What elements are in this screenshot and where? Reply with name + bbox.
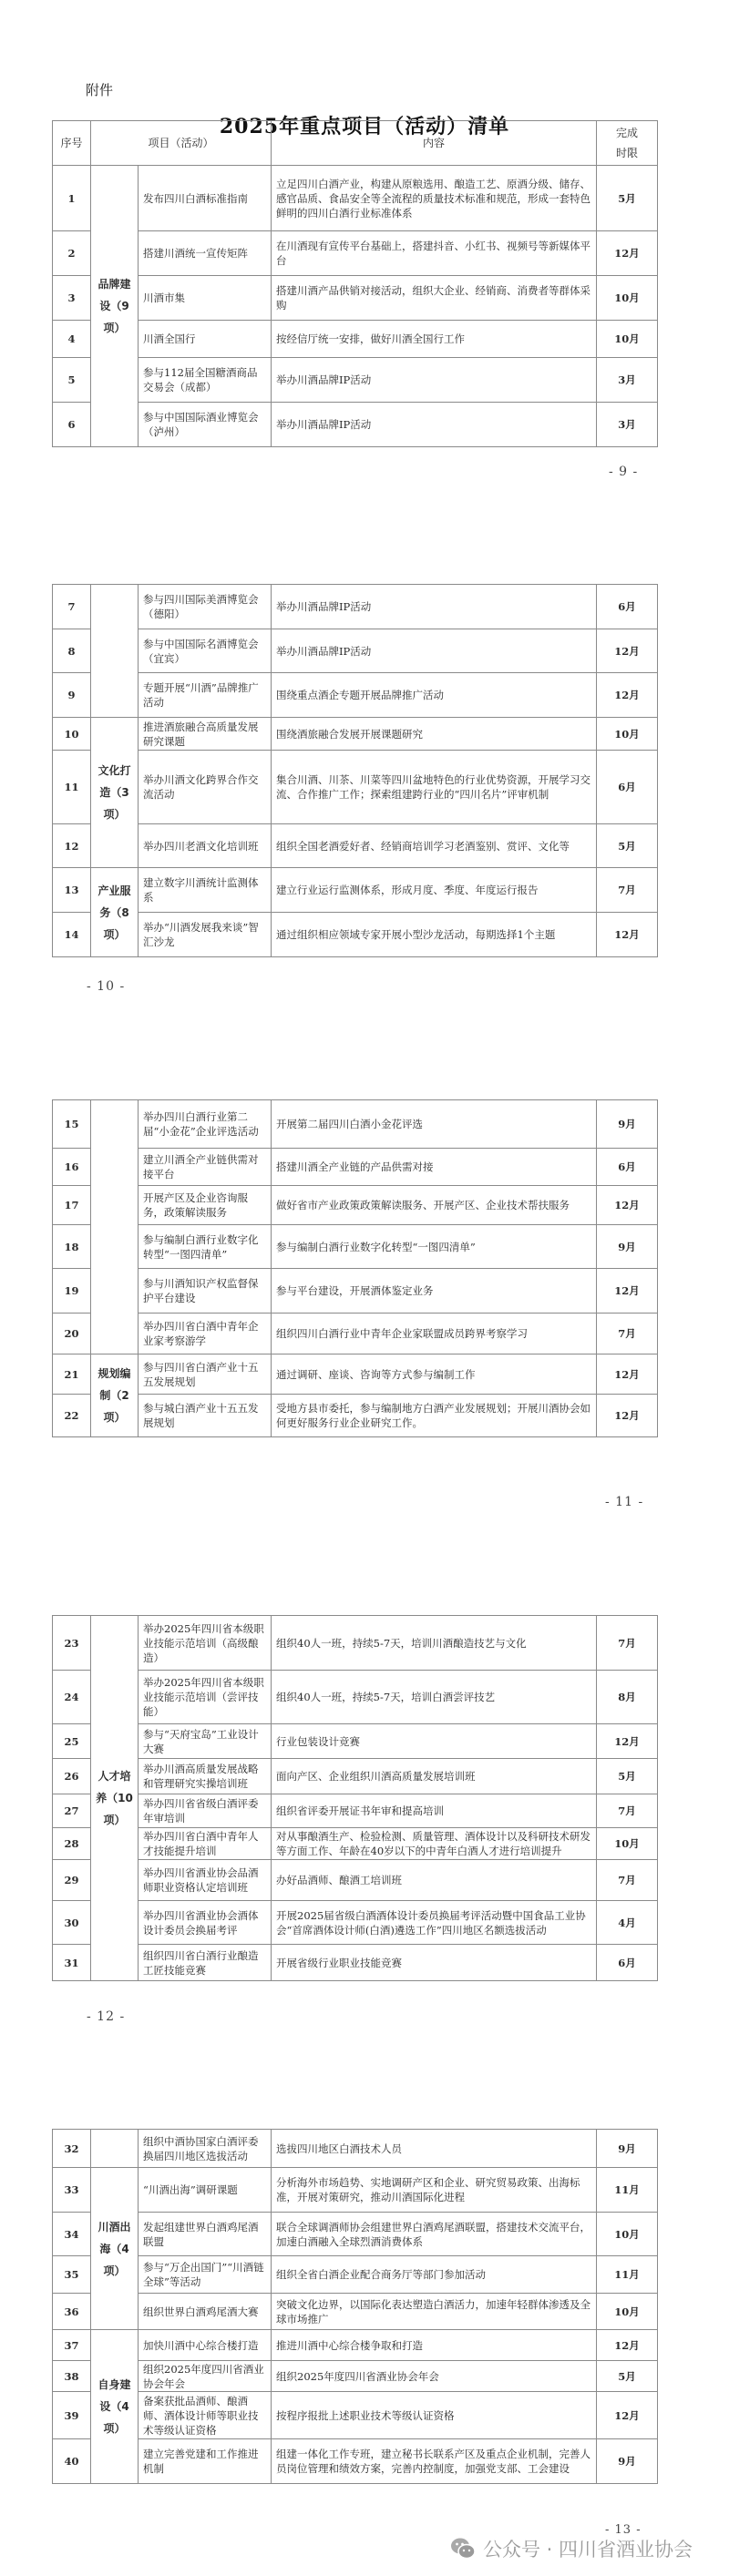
page-number: - 9 - [609, 465, 639, 479]
page-number: - 11 - [605, 1495, 644, 1509]
projects-table-page-4 [52, 1615, 658, 1981]
header-deadline: 完成 时限 [597, 121, 658, 166]
category-cell: 文化打造（3项） [91, 718, 139, 868]
table-row: 24 举办2025年四川省本级职业技能示范培训（尝评技能） 组织40人一班，持续5-7天，培训白酒尝评技艺 8月 [53, 1671, 658, 1724]
page-number: - 12 - [87, 2009, 126, 2024]
table-row: 10 文化打造（3项） 推进酒旅融合高质量发展研究课题 围绕酒旅融合发展开展课题研究 10月 [53, 718, 658, 751]
table-row: 38 组织2025年度四川省酒业协会年会 组织2025年度四川省酒业协会年会 5月 [53, 2361, 658, 2392]
table-row: 13 产业服务（8项） 建立数字川酒统计监测体系 建立行业运行监测体系，形成月度、季度、年度运行报告 7月 [53, 868, 658, 913]
header-item: 项目（活动） [91, 121, 272, 166]
category-cell: 规划编制（2项） [91, 1354, 139, 1437]
table-row: 14 举办“川酒发展我来谈”智汇沙龙 通过组织相应领域专家开展小型沙龙活动，每期选择1个主题 12月 [53, 913, 658, 957]
table-row: 23 人才培养（10项） 举办2025年四川省本级职业技能示范培训（高级酿造） 组织40人一班，持续5-7天，培训川酒酿造技艺与文化 7月 [53, 1616, 658, 1671]
category-cell: 人才培养（10项） [91, 1616, 139, 1981]
table-row: 5 参与112届全国糖酒商品交易会（成都） 举办川酒品牌IP活动 3月 [53, 358, 658, 403]
table-row: 28 举办四川省白酒中青年人才技能提升培训 对从事酿酒生产、检验检测、质量管理、酒体设计以及科研技术研发等方面工作、年龄在40岁以下的中青年白酒人才进行培训提升 10月 [53, 1828, 658, 1860]
attachment-label: 附件 [86, 82, 114, 98]
table-row: 21 规划编制（2项） 参与四川省白酒产业十五五发展规划 通过调研、座谈、咨询等方式参与编制工作 12月 [53, 1354, 658, 1395]
projects-table-page-3 [52, 1099, 658, 1437]
table-row: 25 参与“天府宝岛”工业设计大赛 行业包装设计竞赛 12月 [53, 1724, 658, 1759]
table-header [53, 121, 658, 166]
table-row: 40 建立完善党建和工作推进机制 组建一体化工作专班，建立秘书长联系产区及重点企业机制，完善人员岗位管理和绩效方案，完善内控制度，加强党支部、工会建设 9月 [53, 2439, 658, 2484]
table-row: 15 举办四川白酒行业第二届“小金花”企业评选活动 开展第二届四川白酒小金花评选 9月 [53, 1100, 658, 1149]
projects-table-page-5 [52, 2129, 658, 2484]
table-row: 19 参与川酒知识产权监督保护平台建设 参与平台建设，开展酒体鉴定业务 12月 [53, 1269, 658, 1314]
table-row: 32 组织中酒协国家白酒评委换届四川地区选拔活动 选拔四川地区白酒技术人员 9月 [53, 2130, 658, 2168]
category-cell: 川酒出海（4项） [91, 2168, 139, 2330]
table-row: 37 自身建设（4项） 加快川酒中心综合楼打造 推进川酒中心综合楼争取和打造 12月 [53, 2330, 658, 2361]
table-row: 33 川酒出海（4项） “川酒出海”调研课题 分析海外市场趋势、实地调研产区和企业、研究贸易政策、出海标准，开展对策研究，推动川酒国际化进程 11月 [53, 2168, 658, 2213]
category-cell-continued [91, 1100, 139, 1354]
table-row: 16 建立川酒全产业链供需对接平台 搭建川酒全产业链的产品供需对接 6月 [53, 1149, 658, 1186]
table-row: 34 发起组建世界白酒鸡尾酒联盟 联合全球调酒师协会组建世界白酒鸡尾酒联盟，搭建技术交流平台，加速白酒融入全球烈酒消费体系 10月 [53, 2213, 658, 2256]
table-row: 20 举办四川省白酒中青年企业家考察游学 组织四川白酒行业中青年企业家联盟成员跨界考察学习 7月 [53, 1314, 658, 1354]
category-cell: 产业服务（8项） [91, 868, 139, 957]
table-row: 22 参与城白酒产业十五五发展规划 受地方县市委托，参与编制地方白酒产业发展规划；开展川酒协会如何更好服务行业企业研究工作。 12月 [53, 1395, 658, 1437]
watermark-text: 公众号 · 四川省酒业协会 [483, 2539, 693, 2561]
table-row: 9 专题开展“川酒”品牌推广活动 围绕重点酒企专题开展品牌推广活动 12月 [53, 673, 658, 718]
projects-table-page-1 [52, 120, 658, 447]
table-row: 26 举办川酒高质量发展战略和管理研究实操培训班 面向产区、企业组织川酒高质量发展培训班 5月 [53, 1759, 658, 1794]
table-row: 12 举办四川老酒文化培训班 组织全国老酒爱好者、经销商培训学习老酒鉴别、赏评、文化等 5月 [53, 824, 658, 868]
table-row: 11 举办川酒文化跨界合作交流活动 集合川酒、川茶、川菜等四川盆地特色的行业优势资源，开展学习交流、合作推广工作；探索组建跨行业的“四川名片”评审机制 6月 [53, 751, 658, 824]
table-row: 27 举办四川省省级白酒评委年审培训 组织省评委开展证书年审和提高培训 7月 [53, 1794, 658, 1828]
category-cell-continued [91, 585, 139, 718]
table-row: 18 参与编制白酒行业数字化转型“一图四清单” 参与编制白酒行业数字化转型“一图四清单” 9月 [53, 1225, 658, 1269]
table-row: 2 搭建川酒统一宣传矩阵 在川酒现有宣传平台基础上，搭建抖音、小红书、视频号等新媒体平台 12月 [53, 231, 658, 276]
wechat-icon [450, 2537, 476, 2561]
category-cell: 自身建设（4项） [91, 2330, 139, 2484]
table-row: 36 组织世界白酒鸡尾酒大赛 突破文化边界，以国际化表达塑造白酒活力，加速年轻群体渗透及全球市场推广 10月 [53, 2294, 658, 2330]
page-number: - 13 - [605, 2523, 642, 2537]
category-cell-continued [91, 2130, 139, 2168]
table-row: 29 举办四川省酒业协会品酒师职业资格认定培训班 办好品酒师、酿酒工培训班 7月 [53, 1860, 658, 1901]
header-content: 内容 [272, 121, 597, 166]
table-row: 17 开展产区及企业咨询服务，政策解读服务 做好省市产业政策政策解读服务、开展产区、企业技术帮扶服务 12月 [53, 1186, 658, 1225]
table-row: 7 参与四川国际美酒博览会（德阳） 举办川酒品牌IP活动 6月 [53, 585, 658, 629]
document-title: 2025年重点项目（活动）清单 [219, 115, 510, 138]
table-row: 1 品牌建设（9项） 发布四川白酒标准指南 立足四川白酒产业，构建从原粮选用、酿造工艺、原酒分级、储存、感官品质、食品安全等全流程的质量技术标准和规范，形成一套特色鲜明的四川白酒行业标准体系 5月 [53, 166, 658, 231]
table-row: 3 川酒市集 搭建川酒产品供销对接活动，组织大企业、经销商、消费者等群体采购 10月 [53, 276, 658, 321]
header-no: 序号 [53, 121, 91, 166]
table-row: 6 参与中国国际酒业博览会（泸州） 举办川酒品牌IP活动 3月 [53, 403, 658, 447]
projects-table-page-2 [52, 584, 658, 957]
table-row: 30 举办四川省酒业协会酒体设计委员会换届考评 开展2025届省级白酒酒体设计委员换届考评活动暨中国食品工业协会“首席酒体设计师(白酒)遴选工作”四川地区名额选拔活动 4月 [53, 1901, 658, 1945]
table-row: 35 参与“万企出国门”“川酒链全球”等活动 组织全省白酒企业配合商务厅等部门参加活动 11月 [53, 2256, 658, 2294]
page-number: - 10 - [87, 979, 126, 994]
watermark [450, 2535, 693, 2562]
category-cell: 品牌建设（9项） [91, 166, 139, 447]
table-row: 39 备案获批品酒师、酿酒师、酒体设计师等职业技术等级认证资格 按程序报批上述职业技术等级认证资格 12月 [53, 2392, 658, 2439]
table-row: 31 组织四川省白酒行业酿造工匠技能竞赛 开展省级行业职业技能竞赛 6月 [53, 1945, 658, 1981]
table-row: 8 参与中国国际名酒博览会（宜宾） 举办川酒品牌IP活动 12月 [53, 629, 658, 673]
table-row: 4 川酒全国行 按经信厅统一安排，做好川酒全国行工作 10月 [53, 321, 658, 358]
